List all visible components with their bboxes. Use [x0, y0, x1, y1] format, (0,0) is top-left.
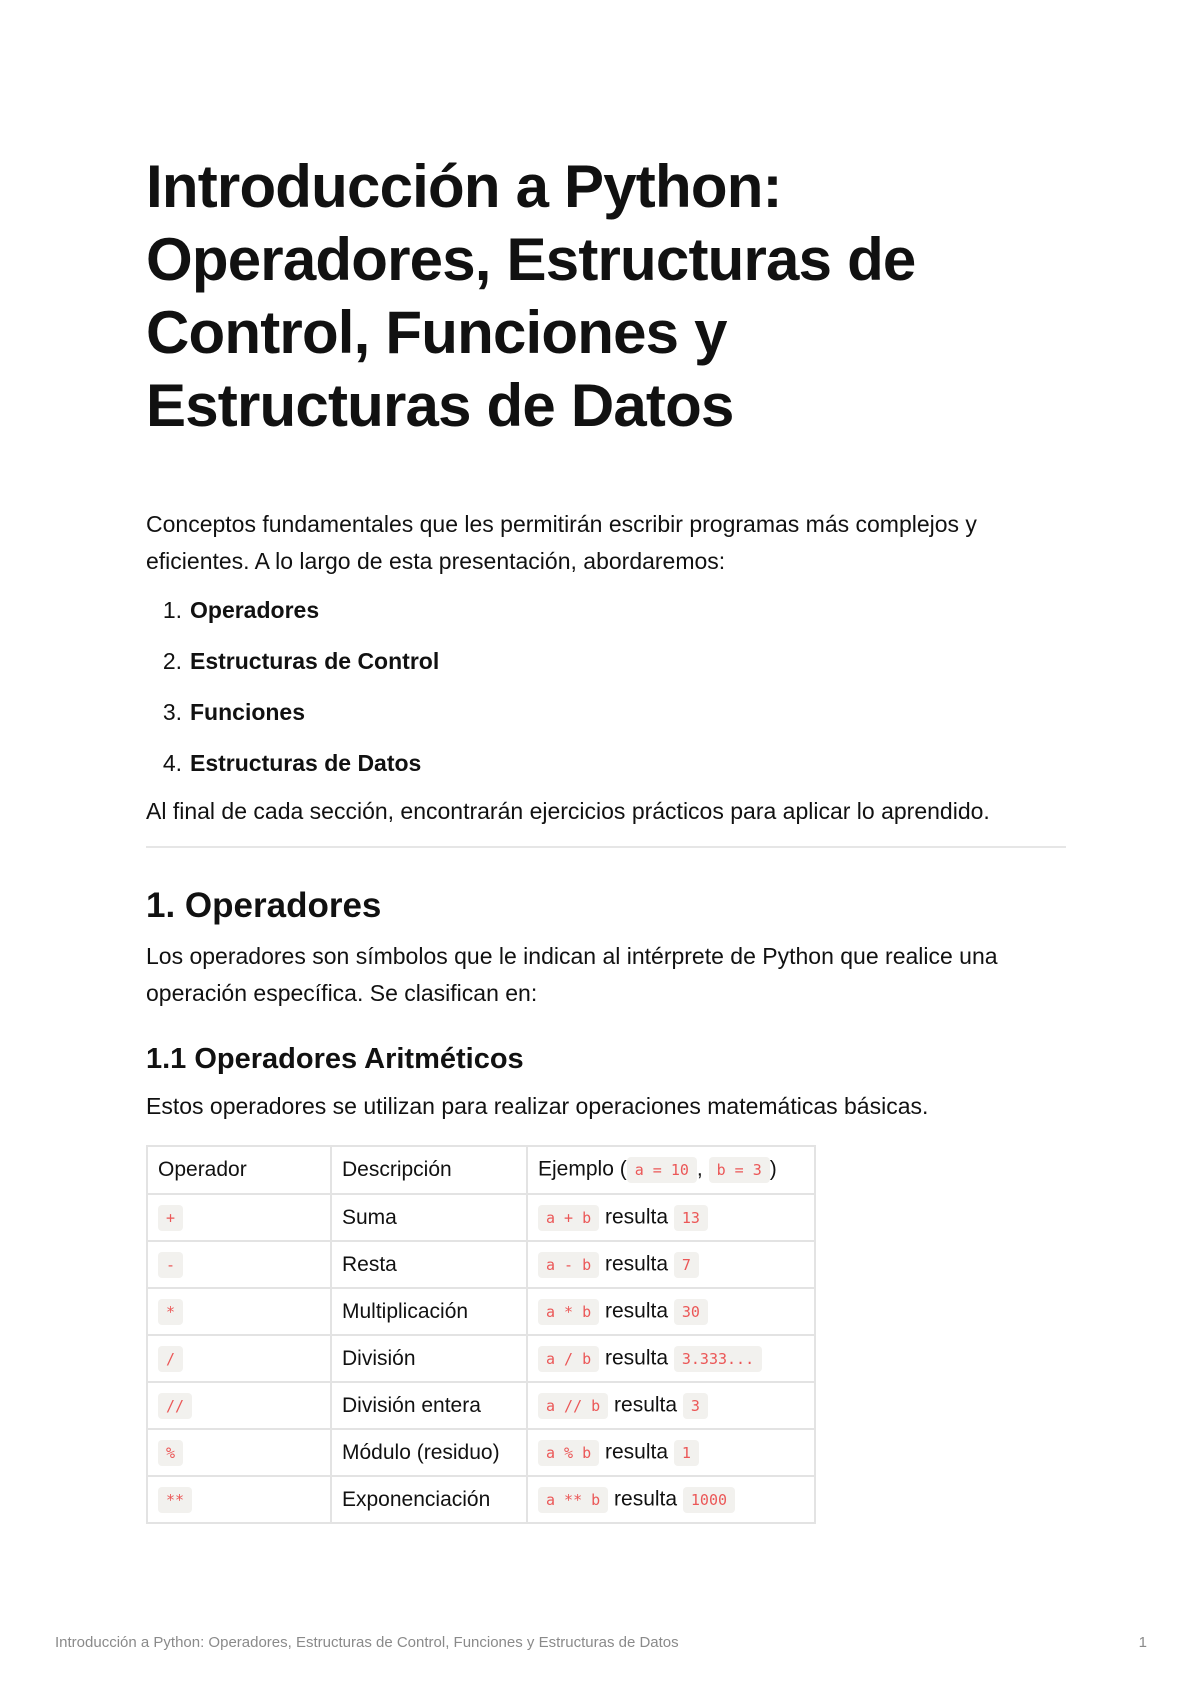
header-example: [527, 1146, 815, 1194]
expression-code: a * b: [538, 1299, 599, 1325]
operator-code: **: [158, 1487, 192, 1513]
operator-code: %: [158, 1440, 183, 1466]
example-cell: [527, 1476, 815, 1523]
topic-item: [146, 747, 1066, 779]
operator-cell: [147, 1476, 331, 1523]
intro-paragraph: Conceptos fundamentales que les permitirán escribir programas más complejos y eficientes. A lo largo de esta presentación, abordaremos:: [146, 511, 977, 574]
example-cell: [527, 1194, 815, 1241]
subsection-paragraph: Estos operadores se utilizan para realizar operaciones matemáticas básicas.: [146, 1093, 929, 1119]
expression-code: a // b: [538, 1393, 608, 1419]
description-cell: Multiplicación: [331, 1288, 527, 1335]
result-code: 1: [674, 1440, 699, 1466]
table-row: [147, 1476, 815, 1523]
result-word: resulta: [605, 1252, 669, 1276]
header-example-suffix: ): [769, 1157, 777, 1181]
result-word: resulta: [605, 1346, 669, 1370]
operator-cell: [147, 1429, 331, 1476]
header-operator: Operador: [147, 1146, 331, 1194]
header-example-prefix: Ejemplo (: [538, 1157, 627, 1181]
operator-code: /: [158, 1346, 183, 1372]
operator-cell: [147, 1335, 331, 1382]
result-code: 7: [674, 1252, 699, 1278]
topic-number: 1.: [162, 597, 182, 623]
closing-paragraph: Al final de cada sección, encontrarán ejercicios prácticos para aplicar lo aprendido.: [146, 798, 990, 824]
table-row: [147, 1335, 815, 1382]
topic-number: 2.: [162, 648, 182, 674]
topic-item: [146, 696, 1066, 728]
topic-label: Operadores: [190, 597, 320, 623]
operator-cell: [147, 1382, 331, 1429]
topic-number: 4.: [162, 750, 182, 776]
table-row: [147, 1194, 815, 1241]
header-description: Descripción: [331, 1146, 527, 1194]
table-row: [147, 1382, 815, 1429]
operator-cell: [147, 1288, 331, 1335]
result-word: resulta: [614, 1487, 678, 1511]
table-row: [147, 1288, 815, 1335]
result-word: resulta: [614, 1393, 678, 1417]
description-cell: Módulo (residuo): [331, 1429, 527, 1476]
inline-code: a = 10: [627, 1157, 697, 1183]
expression-code: a ** b: [538, 1487, 608, 1513]
topic-label: Estructuras de Control: [190, 648, 440, 674]
topic-label: Funciones: [190, 699, 306, 725]
arithmetic-operators-table: [146, 1145, 816, 1524]
example-cell: [527, 1241, 815, 1288]
operator-cell: [147, 1194, 331, 1241]
expression-code: a / b: [538, 1346, 599, 1372]
result-code: 13: [674, 1205, 708, 1231]
example-cell: [527, 1335, 815, 1382]
operator-cell: [147, 1241, 331, 1288]
subsection-heading: 1.1 Operadores Aritméticos: [146, 1043, 524, 1075]
expression-code: a % b: [538, 1440, 599, 1466]
table-row: [147, 1429, 815, 1476]
example-cell: [527, 1288, 815, 1335]
operator-code: -: [158, 1252, 183, 1278]
document-title: Introducción a Python: Operadores, Estructuras de Control, Funciones y Estructuras de Datos: [146, 153, 916, 439]
operator-code: //: [158, 1393, 192, 1419]
result-code: 3.333...: [674, 1346, 762, 1372]
topic-item: [146, 645, 1066, 677]
operator-code: +: [158, 1205, 183, 1231]
result-code: 30: [674, 1299, 708, 1325]
page-footer: [55, 1634, 1147, 1651]
result-code: 3: [683, 1393, 708, 1419]
result-code: 1000: [683, 1487, 735, 1513]
topic-number: 3.: [162, 699, 182, 725]
expression-code: a + b: [538, 1205, 599, 1231]
example-cell: [527, 1382, 815, 1429]
example-cell: [527, 1429, 815, 1476]
result-word: resulta: [605, 1440, 669, 1464]
topic-item: [146, 594, 1066, 626]
table-header-row: [147, 1146, 815, 1194]
description-cell: Resta: [331, 1241, 527, 1288]
topics-list: [146, 594, 1066, 779]
result-word: resulta: [605, 1299, 669, 1323]
section-divider: [146, 846, 1066, 848]
result-word: resulta: [605, 1205, 669, 1229]
expression-code: a - b: [538, 1252, 599, 1278]
page-number: 1: [1138, 1634, 1147, 1651]
page-content: [146, 150, 1066, 1524]
description-cell: Exponenciación: [331, 1476, 527, 1523]
description-cell: División: [331, 1335, 527, 1382]
footer-title: Introducción a Python: Operadores, Estructuras de Control, Funciones y Estructuras de Datos: [55, 1634, 679, 1651]
section-heading: 1. Operadores: [146, 886, 382, 925]
section-paragraph: Los operadores son símbolos que le indican al intérprete de Python que realice una operación específica. Se clasifican en:: [146, 943, 998, 1006]
description-cell: Suma: [331, 1194, 527, 1241]
operator-code: *: [158, 1299, 183, 1325]
description-cell: División entera: [331, 1382, 527, 1429]
inline-code: b = 3: [709, 1157, 770, 1183]
topic-label: Estructuras de Datos: [190, 750, 422, 776]
header-example-separator: ,: [696, 1157, 703, 1181]
table-row: [147, 1241, 815, 1288]
